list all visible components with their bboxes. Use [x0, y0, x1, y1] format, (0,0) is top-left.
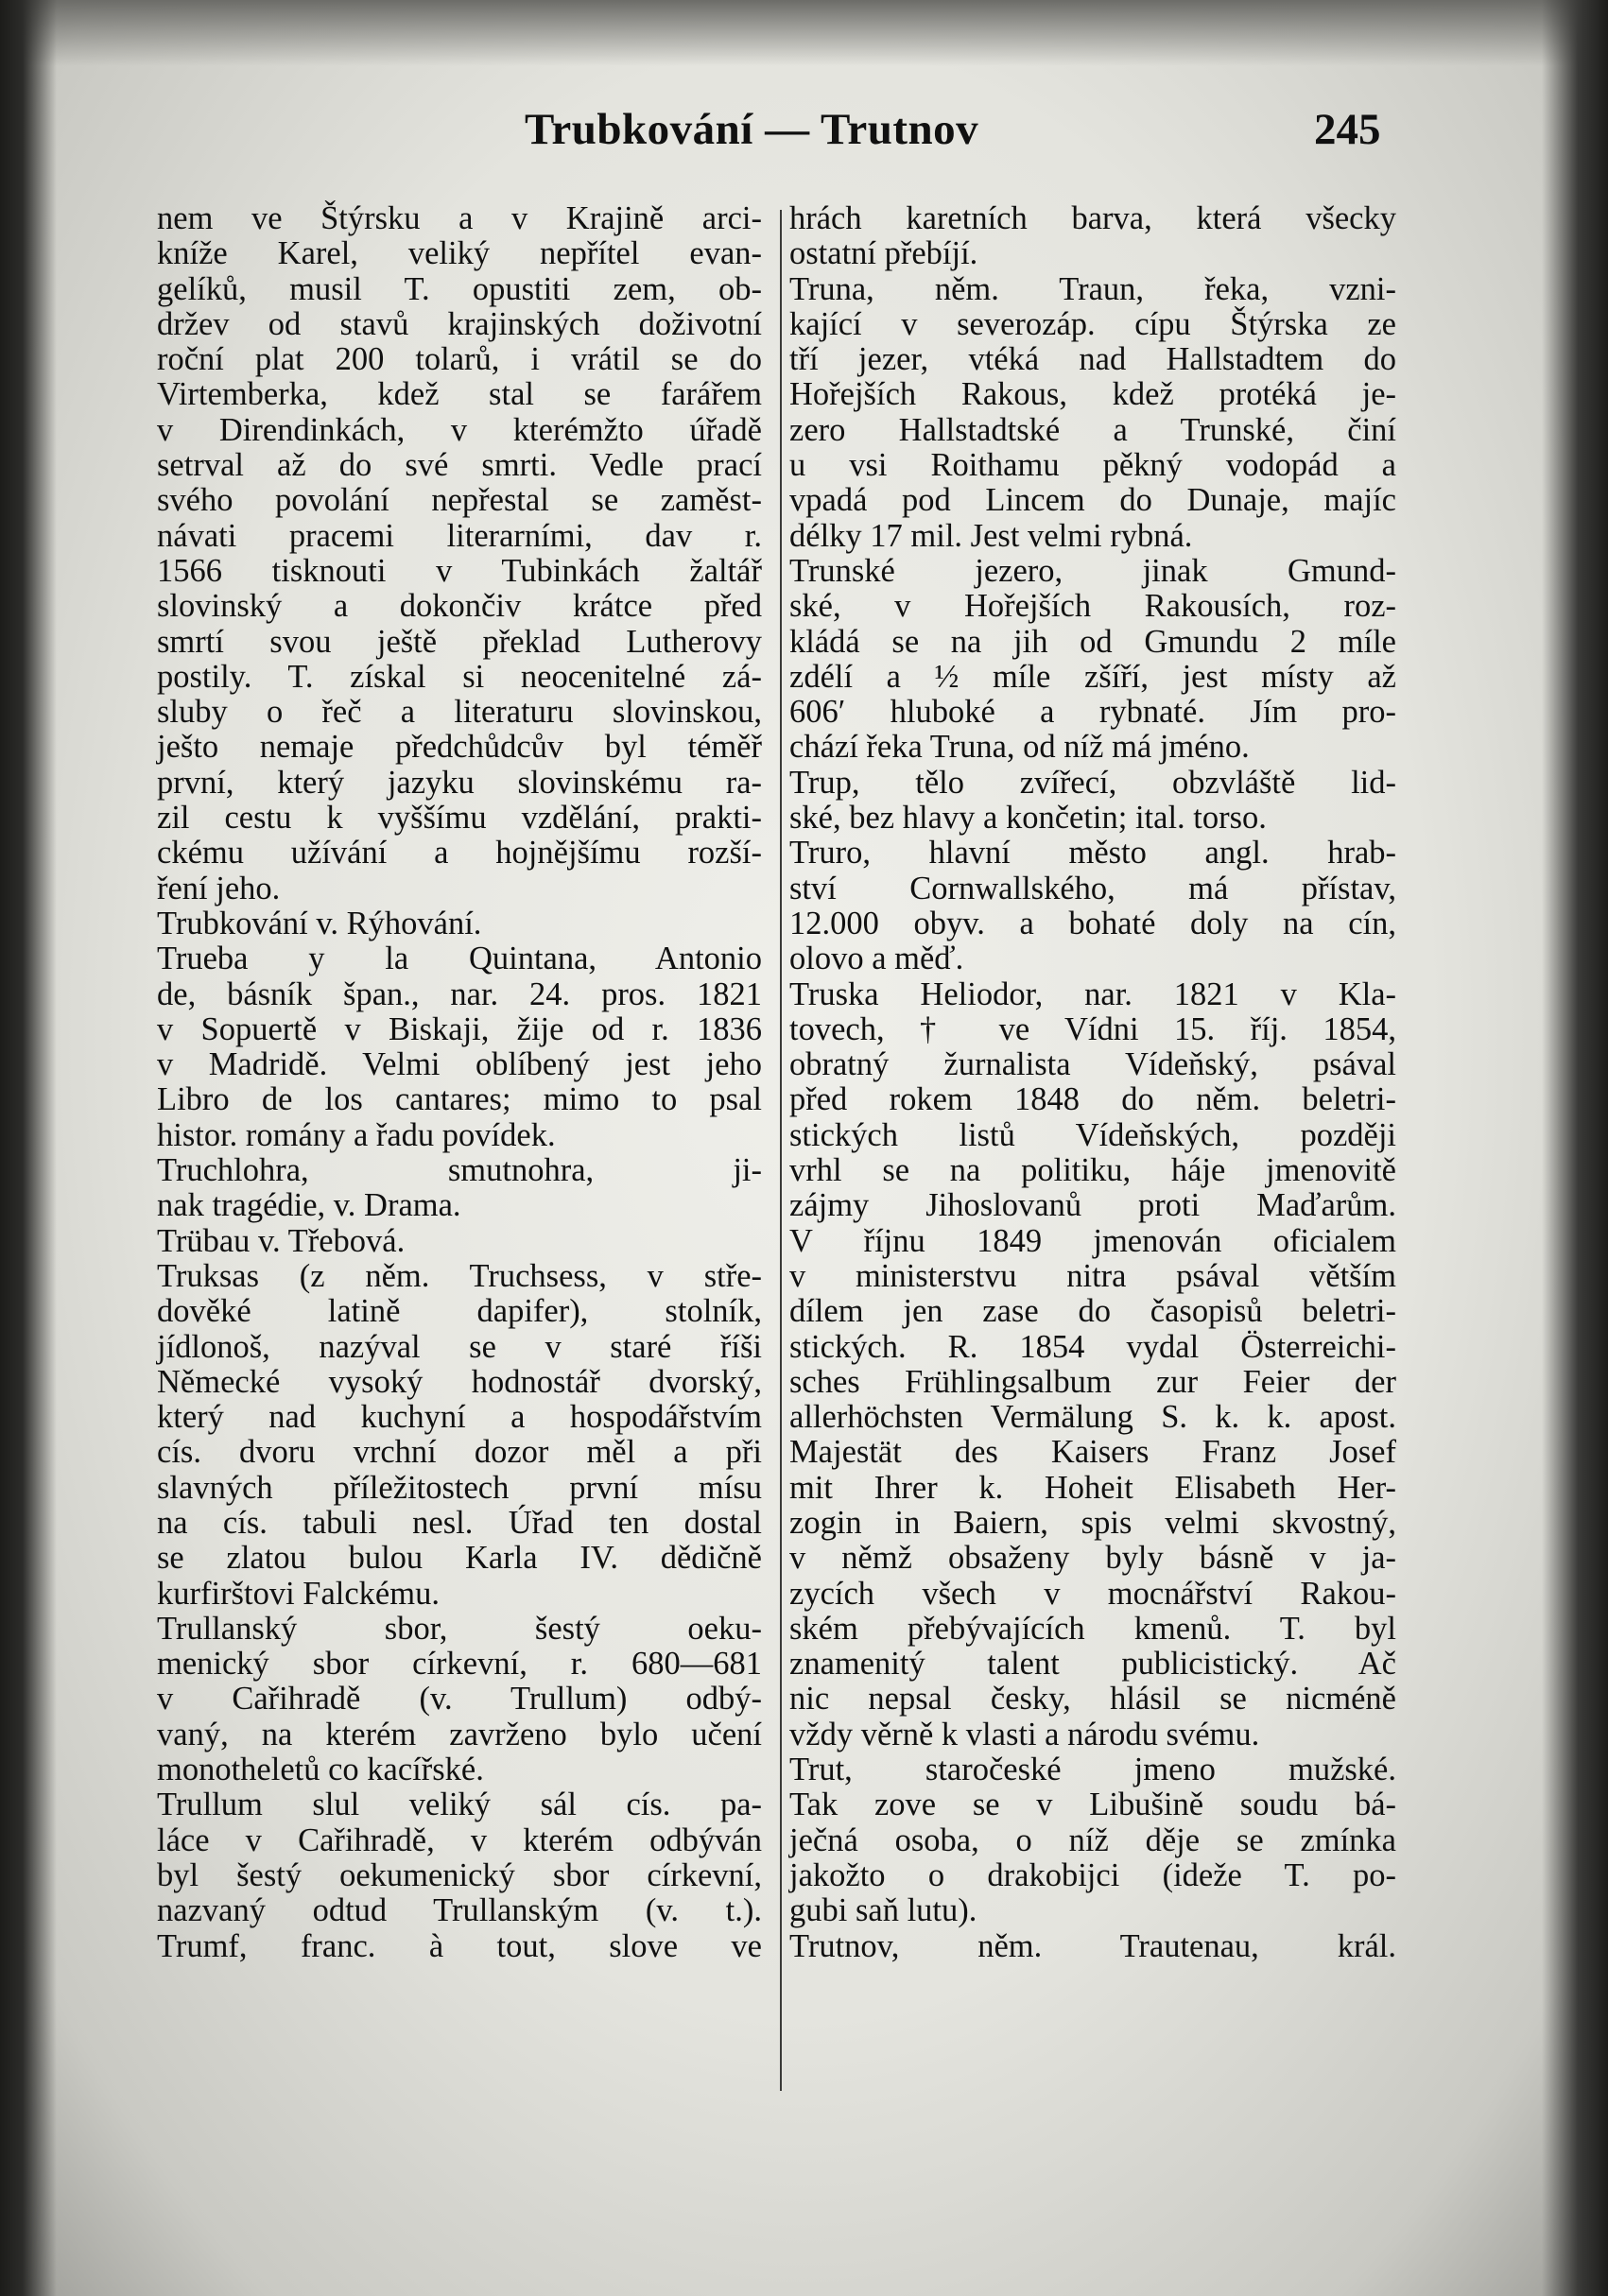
- text-line: postily. T. získal si neocenitelné zá-: [157, 658, 762, 695]
- text-line: slavných příležitostech první mísu: [157, 1469, 762, 1506]
- text-line: kládá se na jih od Gmundu 2 míle: [789, 623, 1396, 660]
- text-line: stických. R. 1854 vydal Österreichi-: [789, 1328, 1396, 1365]
- text-line: nic nepsal česky, hlásil se nicméně: [789, 1681, 1396, 1718]
- text-line: roční plat 200 tolarů, i vrátil se do: [157, 341, 762, 378]
- text-line: cís. dvoru vrchní dozor měl a při: [157, 1434, 762, 1471]
- text-line: Trullanský sbor, šestý oeku-: [157, 1610, 762, 1647]
- text-line: slovinský a dokončiv krátce před: [157, 588, 762, 625]
- text-line: allerhöchsten Vermälung S. k. k. apost.: [789, 1399, 1396, 1436]
- page-top-shadow: [0, 0, 1608, 66]
- text-line: jakožto o drakobijci (ideže T. po-: [789, 1856, 1396, 1893]
- text-line: stických listů Vídeňských, později: [789, 1116, 1396, 1153]
- text-line: Truna, něm. Traun, řeka, vzni-: [789, 270, 1396, 307]
- text-line: láce v Cařihradě, v kterém odbýván: [157, 1821, 762, 1858]
- text-line: délky 17 mil. Jest velmi rybná.: [789, 517, 1193, 554]
- text-line: ské, v Hořejších Rakousích, roz-: [789, 588, 1396, 625]
- text-line: ské, bez hlavy a končetin; ital. torso.: [789, 800, 1267, 837]
- text-line: svého povolání nepřestal se zaměst-: [157, 482, 762, 519]
- left-column: [157, 201, 762, 1964]
- text-line: kurfirštovi Falckému.: [157, 1575, 440, 1612]
- text-line: Tak zove se v Libušině soudu bá-: [789, 1787, 1396, 1823]
- text-line: ckému užívání a hojnějšímu rozší-: [157, 835, 762, 872]
- text-line: monotheletů co kacířské.: [157, 1752, 484, 1788]
- text-line: Truksas (z něm. Truchsess, v stře-: [157, 1257, 762, 1294]
- running-header: [0, 98, 1608, 164]
- text-line: chází řeka Truna, od níž má jméno.: [789, 729, 1250, 766]
- text-line: nazvaný odtud Trullanským (v. t.).: [157, 1892, 762, 1929]
- header-title: Trubkování — Trutnov: [525, 105, 979, 154]
- text-line: zogin in Baiern, spis velmi skvostný,: [789, 1504, 1396, 1541]
- text-line: Libro de los cantares; mimo to psal: [157, 1081, 762, 1118]
- text-line: se zlatou bulou Karla IV. dědičně: [157, 1540, 762, 1577]
- text-line: gubi saň lutu).: [789, 1892, 977, 1929]
- text-line: obratný žurnalista Vídeňský, psával: [789, 1046, 1396, 1083]
- text-line: v Cařihradě (v. Trullum) odbý-: [157, 1681, 762, 1718]
- text-line: nak tragédie, v. Drama.: [157, 1187, 461, 1224]
- text-line: v ministerstvu nitra psával větším: [789, 1257, 1396, 1294]
- text-line: znamenitý talent publicistický. Ač: [789, 1646, 1396, 1683]
- page-right-shadow: [1542, 0, 1608, 2296]
- text-line: ostatní přebíjí.: [789, 235, 978, 272]
- text-line: Trunské jezero, jinak Gmund-: [789, 552, 1396, 589]
- text-line: setrval až do své smrti. Vedle prací: [157, 447, 762, 484]
- text-line: v Madridě. Velmi oblíbený jest jeho: [157, 1046, 762, 1083]
- text-line: ření jeho.: [157, 870, 281, 906]
- text-line: zdélí a ½ míle zšíří, jest místy až: [789, 658, 1396, 695]
- text-line: olovo a měď.: [789, 941, 964, 977]
- text-line: Trutnov, něm. Trautenau, král.: [789, 1927, 1396, 1964]
- text-line: Majestät des Kaisers Franz Josef: [789, 1434, 1396, 1471]
- text-line: dílem jen zase do časopisů beletri-: [789, 1293, 1396, 1330]
- text-line: v němž obsaženy byly básně v ja-: [789, 1540, 1396, 1577]
- text-line: zájmy Jihoslovanů proti Maďarům.: [789, 1187, 1396, 1224]
- text-line: u vsi Roithamu pěkný vodopád a: [789, 447, 1396, 484]
- text-line: kníže Karel, veliký nepřítel evan-: [157, 235, 762, 272]
- column-divider: [780, 210, 782, 2091]
- text-line: ském přebývajících kmenů. T. byl: [789, 1610, 1396, 1647]
- text-line: nem ve Štýrsku a v Krajině arci-: [157, 200, 762, 236]
- right-column: [789, 201, 1396, 1964]
- text-line: byl šestý oekumenický sbor církevní,: [157, 1856, 762, 1893]
- text-line: na cís. tabuli nesl. Úřad ten dostal: [157, 1504, 762, 1541]
- text-line: vrhl se na politiku, háje jmenovitě: [789, 1152, 1396, 1189]
- page-left-shadow: [0, 0, 57, 2296]
- text-line: tovech, † ve Vídni 15. říj. 1854,: [789, 1010, 1396, 1047]
- text-line: hrách karetních barva, která všecky: [789, 200, 1396, 236]
- text-line: vždy věrně k vlasti a národu svému.: [789, 1716, 1260, 1752]
- text-line: Německé vysoký hodnostář dvorský,: [157, 1363, 762, 1400]
- text-line: mit Ihrer k. Hoheit Elisabeth Her-: [789, 1469, 1396, 1506]
- text-line: Trumf, franc. à tout, slove ve: [157, 1927, 762, 1964]
- text-line: ství Cornwallského, má přístav,: [789, 870, 1396, 906]
- text-line: kající v severozáp. cípu Štýrska ze: [789, 305, 1396, 342]
- text-line: sluby o řeč a literaturu slovinskou,: [157, 694, 762, 731]
- text-line: Virtemberka, kdež stal se farářem: [157, 376, 762, 413]
- text-line: zil cestu k vyššímu vzdělání, prakti-: [157, 800, 762, 837]
- text-line: před rokem 1848 do něm. beletri-: [789, 1081, 1396, 1118]
- text-line: dověké latině dapifer), stolník,: [157, 1293, 762, 1330]
- text-line: Truchlohra, smutnohra, ji-: [157, 1152, 762, 1189]
- text-line: Trut, staročeské jmeno mužské.: [789, 1752, 1396, 1788]
- text-line: menický sbor církevní, r. 680—681: [157, 1646, 762, 1683]
- text-line: který nad kuchyní a hospodářstvím: [157, 1399, 762, 1436]
- text-line: ješto nemaje předchůdcův byl téměř: [157, 729, 762, 766]
- text-line: v Sopuertě v Biskaji, žije od r. 1836: [157, 1010, 762, 1047]
- text-line: první, který jazyku slovinskému ra-: [157, 764, 762, 801]
- text-line: ječná osoba, o níž děje se zmínka: [789, 1821, 1396, 1858]
- text-line: gelíků, musil T. opustiti zem, ob-: [157, 270, 762, 307]
- text-line: v Direndinkách, v kterémžto úřadě: [157, 411, 762, 448]
- text-line: Hořejších Rakous, kdež protéká je-: [789, 376, 1396, 413]
- text-line: Trullum slul veliký sál cís. pa-: [157, 1787, 762, 1823]
- text-line: Trueba y la Quintana, Antonio: [157, 941, 762, 977]
- text-line: histor. romány a řadu povídek.: [157, 1116, 556, 1153]
- text-line: držev od stavů krajinských doživotní: [157, 305, 762, 342]
- text-line: vpadá pod Lincem do Dunaje, majíc: [789, 482, 1396, 519]
- text-line: 606′ hluboké a rybnaté. Jím pro-: [789, 694, 1396, 731]
- text-line: vaný, na kterém zavrženo bylo učení: [157, 1716, 762, 1752]
- text-line: Trubkování v. Rýhování.: [157, 905, 482, 941]
- text-line: návati pracemi literarními, dav r.: [157, 517, 762, 554]
- text-line: tří jezer, vtéká nad Hallstadtem do: [789, 341, 1396, 378]
- text-line: V říjnu 1849 jmenován oficialem: [789, 1222, 1396, 1259]
- text-line: jídlonoš, nazýval se v staré říši: [157, 1328, 762, 1365]
- text-line: Truro, hlavní město angl. hrab-: [789, 835, 1396, 872]
- text-line: 1566 tisknouti v Tubinkách žaltář: [157, 552, 762, 589]
- text-line: sches Frühlingsalbum zur Feier der: [789, 1363, 1396, 1400]
- text-line: smrtí svou ještě překlad Lutherovy: [157, 623, 762, 660]
- text-line: de, básník špan., nar. 24. pros. 1821: [157, 975, 762, 1012]
- text-line: 12.000 obyv. a bohaté doly na cín,: [789, 905, 1396, 941]
- text-line: zero Hallstadtské a Trunské, činí: [789, 411, 1396, 448]
- text-line: Trübau v. Třebová.: [157, 1222, 406, 1259]
- text-line: Truska Heliodor, nar. 1821 v Kla-: [789, 975, 1396, 1012]
- page-number: 245: [1314, 105, 1381, 154]
- text-line: zycích všech v mocnářství Rakou-: [789, 1575, 1396, 1612]
- text-line: Trup, tělo zvířecí, obzvláště lid-: [789, 764, 1396, 801]
